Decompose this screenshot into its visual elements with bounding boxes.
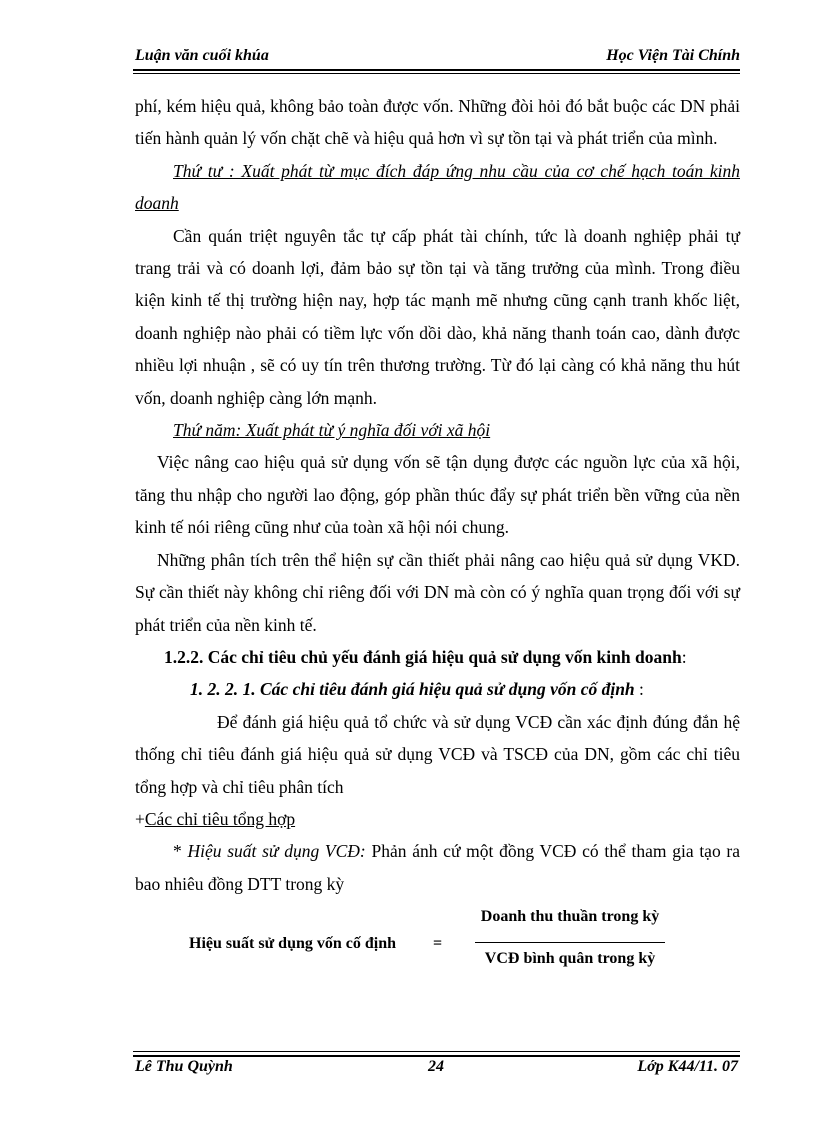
formula-denominator: VCĐ bình quân trong kỳ [484,950,656,968]
formula-fixed-capital-efficiency [135,902,740,994]
header-thesis-title: Luận văn cuối khúa [135,47,269,64]
header-institution: Học Viện Tài Chính [606,47,740,64]
header-rule-thin [133,73,740,74]
paragraph-necessity: Những phân tích trên thể hiện sự cần thiết phải nâng cao hiệu quả sử dụng VKD. Sự cần thiết này không chỉ riêng đối với DN mà còn có ý nghĩa quan trọng đối với sự phát triển của nền kinh tế. [135,549,740,635]
page-header [133,45,740,69]
footer-class: Lớp K44/11. 07 [637,1058,738,1075]
page-body [135,90,740,994]
formula-equals: = [433,935,443,953]
paragraph-vcd-evaluation: Để đánh giá hiệu quả tổ chức và sử dụng VCĐ cần xác định đúng đắn hệ thống chỉ tiêu đánh giá hiệu quả sử dụng VCĐ và TSCĐ của DN, gồm các chỉ tiêu tổng hợp và chỉ tiêu phân tích [135,711,740,797]
paragraph-self-financing: Cần quán triệt nguyên tắc tự cấp phát tài chính, tức là doanh nghiệp phải tự trang trải và có doanh lợi, đảm bảo sự tồn tại và tăng trưởng của mình. Trong điều kiện kinh tế thị trường hiện nay, hợp tác mạnh mẽ nhưng cũng cạnh tranh khốc liệt, doanh nghiệp nào phải có tiềm lực vốn dồi dào, khả năng thanh toán cao, dành được nhiều lợi nhuận , sẽ có uy tín trên thương trường. Từ đó lại càng có khả năng thu hút vốn, doanh nghiệp càng lớn mạnh. [135,225,740,408]
paragraph-vcd-efficiency: * Hiệu suất sử dụng VCĐ: Phản ánh cứ một đồng VCĐ có thể tham gia tạo ra bao nhiêu đồng DTT trong kỳ [135,841,741,894]
heading-fifth-reason: Thứ năm: Xuất phát từ ý nghĩa đối với xã hội [173,420,491,441]
general-indicators-label: +Các chỉ tiêu tổng hợp [135,808,296,829]
heading-fourth-reason: Thứ tư : Xuất phát từ mục đích đáp ứng nhu cầu của cơ chế hạch toán kinh doanh [135,160,740,214]
formula-fraction-bar [475,942,665,943]
paragraph-social-meaning: Việc nâng cao hiệu quả sử dụng vốn sẽ tận dụng được các nguồn lực của xã hội, tăng thu nhập cho người lao động, góp phần thúc đẩy sự phát triển bền vững của nền kinh tế nói riêng cũng như của toàn xã hội nói chung. [135,452,740,538]
section-heading-1-2-2: 1.2.2. Các chỉ tiêu chủ yếu đánh giá hiệu quả sử dụng vốn kinh doanh: [164,646,687,667]
page-footer [133,1056,740,1078]
header-rule-thick [133,69,740,71]
footer-author: Lê Thu Quỳnh [135,1058,233,1075]
formula-numerator: Doanh thu thuần trong kỳ [480,908,660,926]
paragraph-continuation: phí, kém hiệu quả, không bảo toàn được vốn. Những đòi hỏi đó bắt buộc các DN phải tiến hành quản lý vốn chặt chẽ và hiệu quả hơn vì sự tồn tại và phát triển của mình. [135,96,740,149]
footer-page-number: 24 [428,1058,444,1075]
section-heading-1-2-2-1: 1. 2. 2. 1. Các chỉ tiêu đánh giá hiệu quả sử dụng vốn cố định : [190,679,644,700]
formula-lhs: Hiệu suất sử dụng vốn cố định [189,935,397,953]
footer-rule-thin [133,1051,740,1052]
